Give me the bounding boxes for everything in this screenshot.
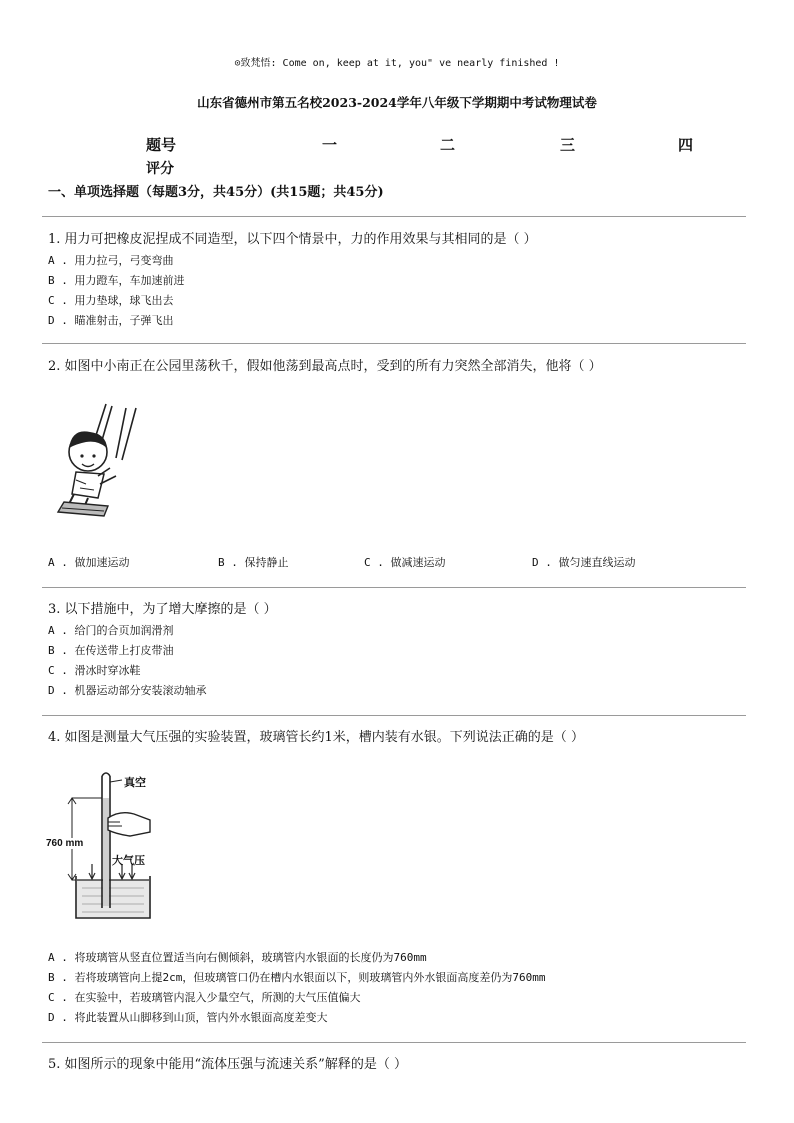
question-3-stem: 3. 以下措施中，为了增大摩擦的是（ ）: [48, 602, 277, 617]
score-table-header: 题号: [146, 136, 177, 154]
question-1-stem: 1. 用力可把橡皮泥捏成不同造型，以下四个情景中，力的作用效果与其相同的是（ ）: [48, 232, 537, 247]
question-1-option-c: C . 用力垫球，球飞出去: [48, 294, 174, 307]
question-2-option-b: B . 保持静止: [218, 556, 289, 569]
question-4-option-a: A . 将玻璃管从竖直位置适当向右侧倾斜，玻璃管内水银面的长度仍为760mm: [48, 951, 427, 964]
question-divider: [42, 1042, 746, 1043]
question-2-stem: 2. 如图中小南正在公园里荡秋千，假如他荡到最高点时，受到的所有力突然全部消失，他将（ ）: [48, 359, 602, 374]
question-1-option-d: D . 瞄准射击，子弹飞出: [48, 314, 174, 327]
question-divider: [42, 343, 746, 344]
question-4-option-b: B . 若将玻璃管向上提2cm，但玻璃管口仍在槽内水银面以下，则玻璃管内外水银面高度差仍为760mm: [48, 971, 546, 984]
question-2-option-d: D . 做匀速直线运动: [532, 556, 636, 569]
question-4-stem: 4. 如图是测量大气压强的实验装置，玻璃管长约1米，槽内装有水银。下列说法正确的是（ ）: [48, 730, 584, 745]
question-2-option-c: C . 做减速运动: [364, 556, 446, 569]
swing-figure: [46, 398, 146, 528]
section-heading: 一、单项选择题（每题3分，共45分）(共15题；共45分): [48, 185, 384, 200]
score-col-3: 三: [560, 136, 576, 154]
exam-title: 山东省德州市第五名校2023-2024学年八年级下学期期中考试物理试卷: [197, 95, 597, 110]
score-col-4: 四: [678, 136, 694, 154]
torricelli-figure: [46, 768, 166, 932]
question-1-option-a: A . 用力拉弓，弓变弯曲: [48, 254, 174, 267]
score-col-2: 二: [440, 136, 456, 154]
swing-boy-illustration: [46, 398, 146, 524]
score-col-1: 一: [322, 136, 338, 154]
pressure-label: 大气压: [112, 855, 145, 867]
question-4-option-d: D . 将此装置从山脚移到山顶，管内外水银面高度差变大: [48, 1011, 328, 1024]
question-3-option-b: B . 在传送带上打皮带油: [48, 644, 174, 657]
question-1-option-b: B . 用力蹬车，车加速前进: [48, 274, 185, 287]
question-3-option-c: C . 滑冰时穿冰鞋: [48, 664, 141, 677]
question-5-stem: 5. 如图所示的现象中能用“流体压强与流速关系”解释的是（ ）: [48, 1057, 407, 1072]
question-4-option-c: C . 在实验中，若玻璃管内混入少量空气，所测的大气压值偏大: [48, 991, 361, 1004]
question-divider: [42, 216, 746, 217]
question-3-option-a: A . 给门的合页加润滑剂: [48, 624, 174, 637]
question-2-option-a: A . 做加速运动: [48, 556, 130, 569]
vacuum-label: 真空: [124, 777, 146, 789]
question-divider: [42, 715, 746, 716]
motto-text: ⊙致梵悟: Come on, keep at it, you" ve nearly finished !: [234, 58, 560, 69]
question-3-option-d: D . 机器运动部分安装滚动轴承: [48, 684, 207, 697]
score-label: 评分: [146, 161, 174, 177]
question-divider: [42, 587, 746, 588]
height-label: 760 mm: [46, 838, 84, 849]
